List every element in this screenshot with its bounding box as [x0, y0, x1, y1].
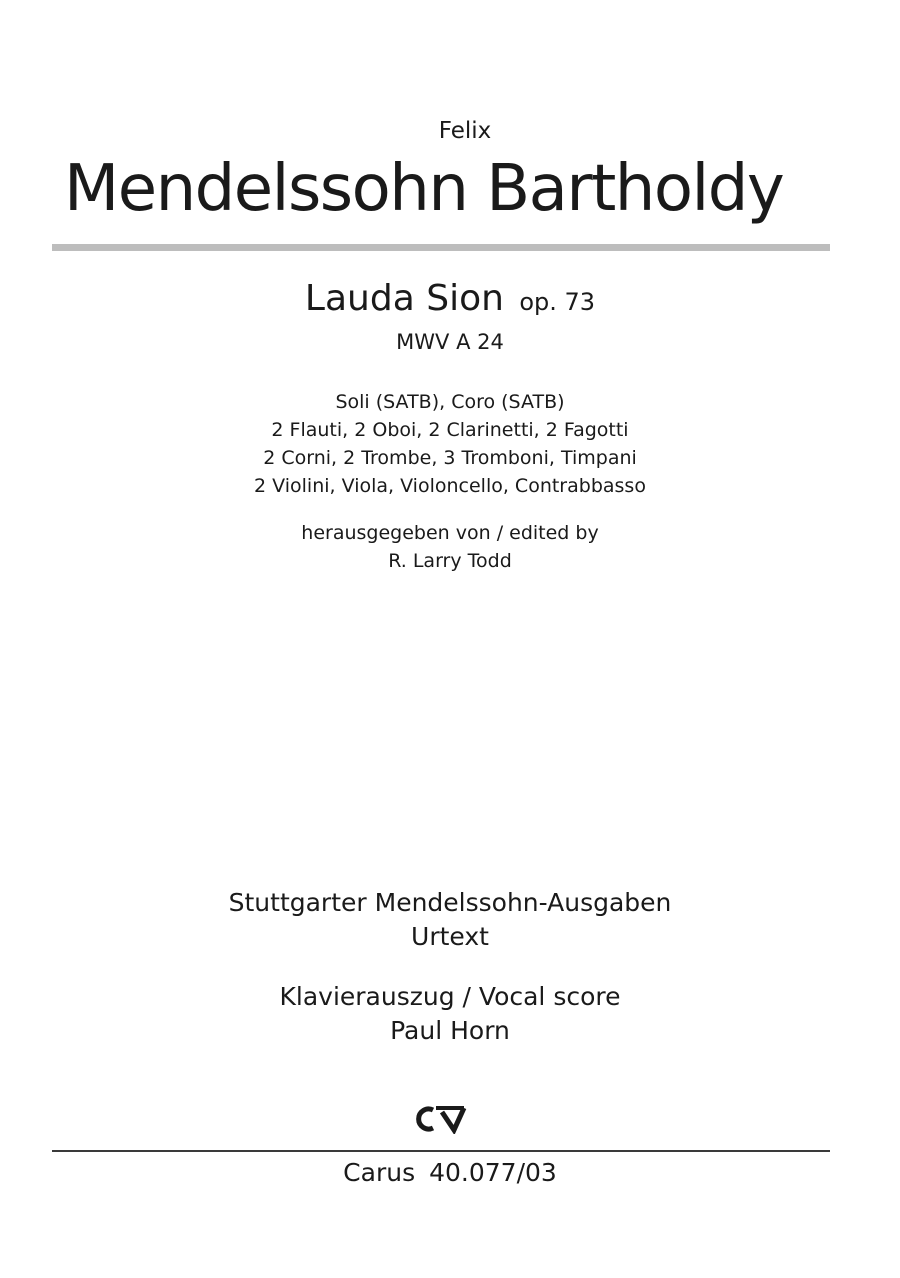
series-block: [0, 886, 900, 954]
edition-type: Urtext: [411, 922, 489, 951]
editor-label: herausgegeben von / edited by: [301, 522, 599, 544]
arranger-name: Paul Horn: [390, 1016, 510, 1045]
vocal-score-label: Klavierauszug / Vocal score: [279, 982, 621, 1011]
scoring-line: 2 Violini, Viola, Violoncello, Contrabbasso: [254, 475, 646, 497]
work-title-line: [0, 278, 900, 319]
catalogue-number-mwv: MWV A 24: [396, 330, 504, 354]
header-divider: [52, 244, 830, 251]
publisher-name: Carus: [343, 1158, 416, 1187]
carus-logo-icon: [416, 1104, 468, 1134]
publisher-line: [0, 1158, 900, 1187]
publisher-number: 40.077/03: [429, 1158, 557, 1187]
series-name: Stuttgarter Mendelssohn-Ausgaben: [228, 888, 672, 917]
vocal-score-block: [0, 980, 900, 1048]
scoring-line: Soli (SATB), Coro (SATB): [335, 391, 565, 413]
footer-divider: [52, 1150, 830, 1152]
scoring-line: 2 Corni, 2 Trombe, 3 Tromboni, Timpani: [263, 447, 637, 469]
opus-number: op. 73: [519, 288, 596, 316]
work-title: Lauda Sion: [304, 278, 504, 319]
editor-block: [0, 519, 900, 575]
scoring-block: [0, 388, 900, 500]
composer-last-name: Mendelssohn Bartholdy: [64, 152, 784, 226]
scoring-line: 2 Flauti, 2 Oboi, 2 Clarinetti, 2 Fagotti: [271, 419, 629, 441]
editor-name: R. Larry Todd: [388, 550, 512, 572]
composer-first-name: Felix: [438, 118, 492, 144]
